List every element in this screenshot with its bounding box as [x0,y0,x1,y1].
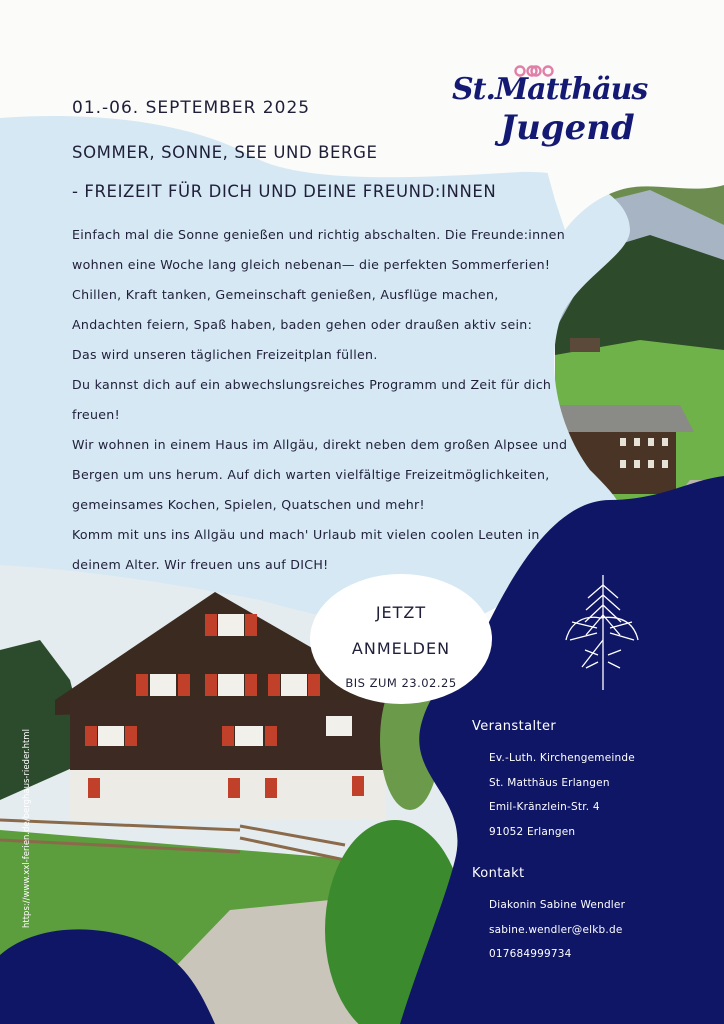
headline-line1: SOMMER, SONNE, SEE UND BERGE [72,143,378,162]
organizer-line: 91052 Erlangen [489,825,576,838]
contact-heading: Kontakt [472,866,525,881]
cta-deadline: BIS ZUM 23.02.25 [345,676,457,690]
body-line: Andachten feiern, Spaß haben, baden gehen oder draußen aktiv sein: [72,317,533,332]
logo [450,62,660,162]
organizer-heading: Veranstalter [472,719,557,734]
body-line: Das wird unseren täglichen Freizeitplan füllen. [72,347,378,362]
body-text [72,220,572,580]
body-line: Einfach mal die Sonne genießen und richtig abschalten. Die Freunde:innen [72,227,565,242]
body-line: Bergen um uns herum. Auf dich warten vielfältige Freizeitmöglichkeiten, [72,467,550,482]
cta-line2: ANMELDEN [351,639,451,658]
organizer-line: St. Matthäus Erlangen [489,776,610,789]
logo-line2: Jugend [500,108,635,148]
contact-email-link[interactable]: sabine.wendler@elkb.de [489,923,623,936]
body-line: Komm mit uns ins Allgäu und mach' Urlaub mit vielen coolen Leuten in [72,527,540,542]
contact-name: Diakonin Sabine Wendler [489,899,626,911]
organizer-info [489,746,635,844]
contact-info [489,893,625,967]
cta-line1: JETZT [375,603,427,622]
organizer-line: Ev.-Luth. Kirchengemeinde [489,752,635,764]
register-call-to-action[interactable] [310,574,492,704]
body-line: gemeinsames Kochen, Spielen, Quatschen und mehr! [72,497,425,512]
contact-phone: 017684999734 [489,948,572,960]
organizer-line: Emil-Kränzlein-Str. 4 [489,801,600,813]
body-line: freuen! [72,407,120,422]
body-line: deinem Alter. Wir freuen uns auf DICH! [72,557,329,572]
headline-line2: - FREIZEIT FÜR DICH UND DEINE FREUND:INNEN [72,182,497,201]
body-line: Wir wohnen in einem Haus im Allgäu, direkt neben dem großen Alpsee und [72,437,568,452]
body-line: wohnen eine Woche lang gleich nebenan— die perfekten Sommerferien! [72,257,551,272]
event-dates: 01.-06. SEPTEMBER 2025 [72,98,311,118]
photo-credit-url[interactable]: https://www.xxl-ferien.de/berghaus-rieder.html [22,729,32,928]
body-line: Du kannst dich auf ein abwechslungsreiches Programm und Zeit für dich [72,377,552,392]
body-line: Chillen, Kraft tanken, Gemeinschaft genießen, Ausflüge machen, [72,287,499,302]
logo-line1: St.Matthäus [452,72,648,107]
